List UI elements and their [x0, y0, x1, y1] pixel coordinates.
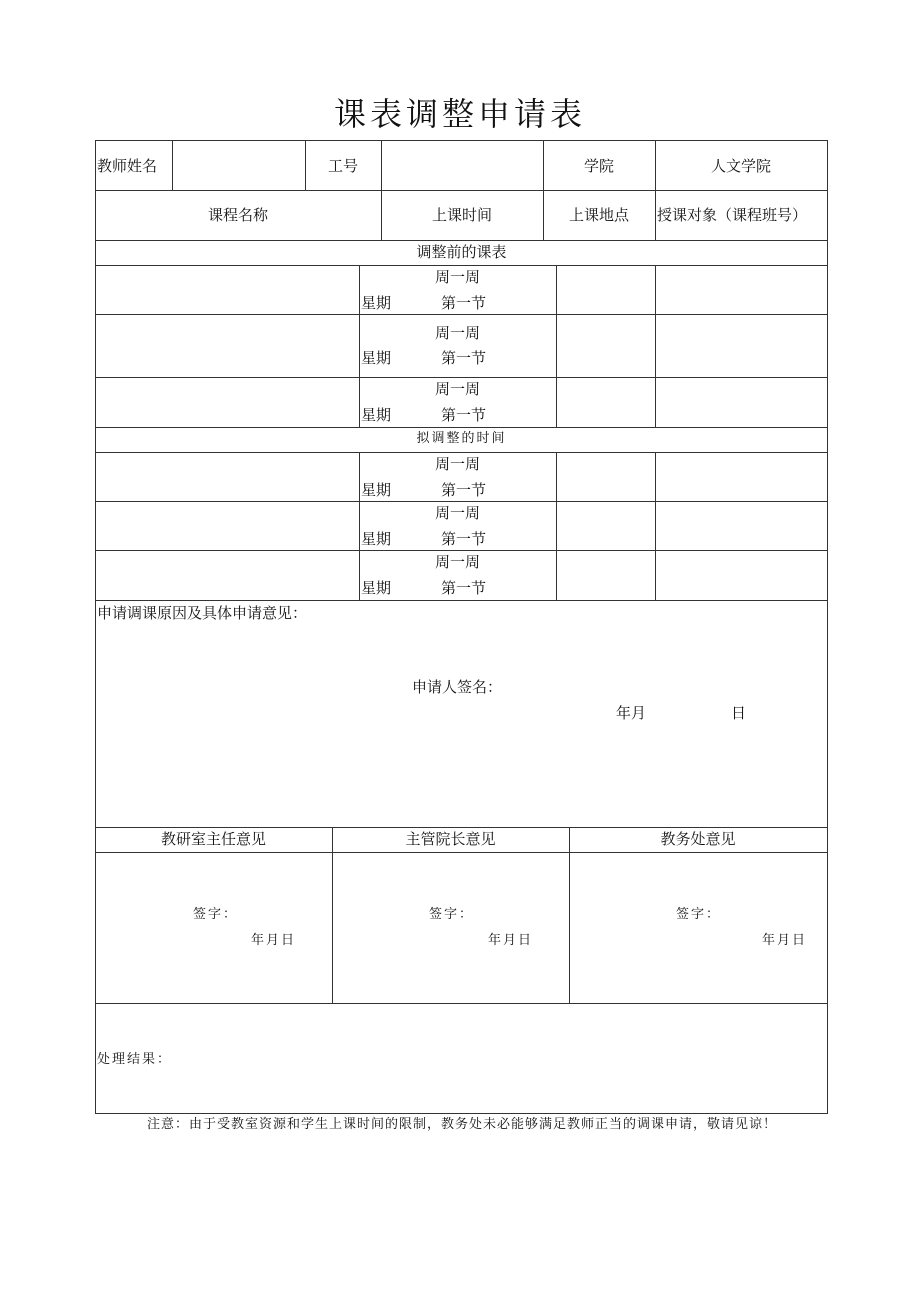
- reason-label: 申请调课原因及具体申请意见：: [97, 604, 308, 622]
- footer-note: 注意：由于受教室资源和学生上课时间的限制，教务处未必能够满足教师正当的调课申请，敬请见谅！: [146, 1117, 777, 1132]
- period-text: 第一节: [441, 406, 487, 424]
- result-label: 处理结果：: [97, 1052, 173, 1067]
- college-value: 人文学院: [710, 157, 771, 175]
- week-text: 周一周: [434, 455, 480, 473]
- date-label: 年月日: [251, 933, 297, 948]
- period-text: 第一节: [441, 530, 487, 548]
- day-label: 星期: [361, 579, 392, 597]
- form-title: 课表调整申请表: [333, 95, 586, 133]
- period-text: 第一节: [441, 349, 487, 367]
- day-label: 星期: [361, 481, 392, 499]
- week-text: 周一周: [434, 324, 480, 342]
- class-time-header: 上课时间: [431, 206, 492, 224]
- day-label: 星期: [361, 349, 392, 367]
- reason-date-day: 日: [731, 704, 747, 722]
- college-label: 学院: [583, 157, 614, 175]
- target-header: 授课对象（课程班号）: [657, 206, 808, 224]
- week-text: 周一周: [434, 504, 480, 522]
- teacher-name-label: 教师姓名: [97, 157, 158, 175]
- course-name-header: 课程名称: [207, 206, 268, 224]
- after-section-title: 拟调整的时间: [416, 431, 507, 446]
- week-text: 周一周: [434, 553, 480, 571]
- reason-date-year-month: 年月: [616, 704, 647, 722]
- sign-label: 签字：: [676, 907, 722, 922]
- class-location-header: 上课地点: [568, 206, 629, 224]
- before-section-title: 调整前的课表: [416, 243, 507, 261]
- week-text: 周一周: [434, 268, 480, 286]
- staff-id-label: 工号: [327, 157, 358, 175]
- date-label: 年月日: [762, 933, 808, 948]
- day-label: 星期: [361, 406, 392, 424]
- day-label: 星期: [361, 530, 392, 548]
- date-label: 年月日: [488, 933, 534, 948]
- period-text: 第一节: [441, 579, 487, 597]
- week-text: 周一周: [434, 380, 480, 398]
- period-text: 第一节: [441, 481, 487, 499]
- applicant-signature-label: 申请人签名：: [412, 678, 503, 696]
- period-text: 第一节: [441, 294, 487, 312]
- opinion-title-academic-affairs: 教务处意见: [660, 830, 736, 848]
- sign-label: 签字：: [429, 907, 475, 922]
- opinion-title-dean: 主管院长意见: [405, 830, 496, 848]
- opinion-title-teaching-office: 教研室主任意见: [160, 830, 266, 848]
- sign-label: 签字：: [193, 907, 239, 922]
- day-label: 星期: [361, 294, 392, 312]
